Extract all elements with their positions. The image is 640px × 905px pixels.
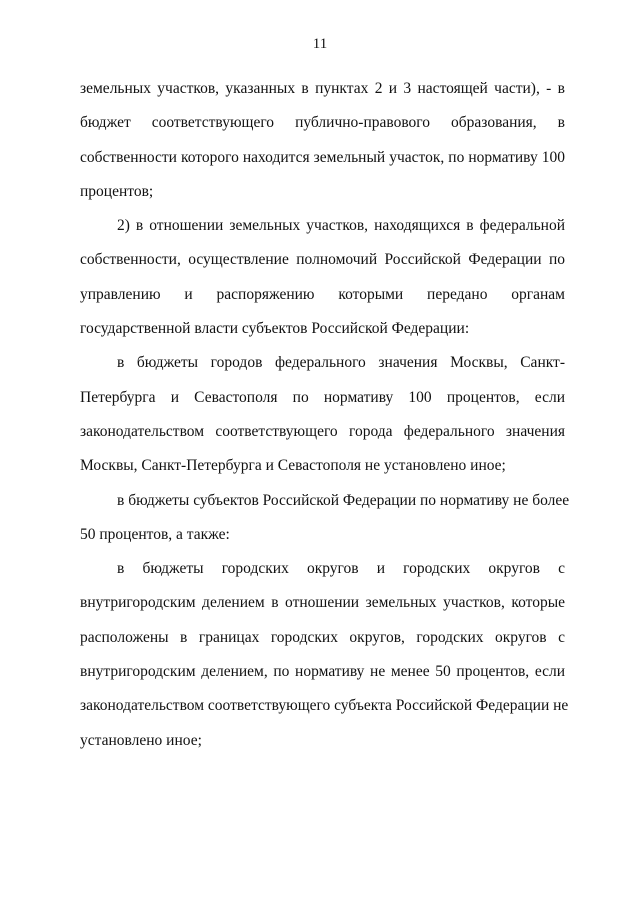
text-line: процентов; [80,182,154,200]
text-line: Москвы, Санкт-Петербурга и Севастополя не установлено иное; [80,457,506,475]
text-line: земельных участков, указанных в пунктах 2 и 3 настоящей части), - в [80,80,565,97]
text-line: управлению и распоряжению которыми передано органам [80,285,565,303]
text-line: государственной власти субъектов Российской Федерации: [80,320,470,338]
text-line: внутригородским делением в отношении земельных участков, которые [80,594,565,612]
text-line: собственности которого находится земельный участок, по нормативу 100 [80,148,565,166]
text-line: в бюджеты субъектов Российской Федерации по нормативу не более [117,491,570,509]
text-line: 50 процентов, а также: [80,525,230,543]
text-line: законодательством соответствующего субъекта Российской Федерации не [80,697,569,715]
document-body [80,72,570,758]
text-line: установлено иное; [80,731,202,749]
page-number: 11 [312,36,328,52]
text-line: в бюджеты городских округов и городских округов с [117,560,565,578]
text-line: законодательством соответствующего города федерального значения [80,422,565,440]
text-line: в бюджеты городов федерального значения Москвы, Санкт- [117,354,565,372]
text-line: расположены в границах городских округов, городских округов с [80,628,565,646]
text-line: Петербурга и Севастополя по нормативу 100 процентов, если [80,388,565,406]
text-line: бюджет соответствующего публично-правового образования, в [80,114,565,132]
text-line: внутригородским делением, по нормативу не менее 50 процентов, если [80,663,565,681]
text-line: 2) в отношении земельных участков, находящихся в федеральной [117,217,565,235]
text-line: собственности, осуществление полномочий Российской Федерации по [80,251,565,269]
